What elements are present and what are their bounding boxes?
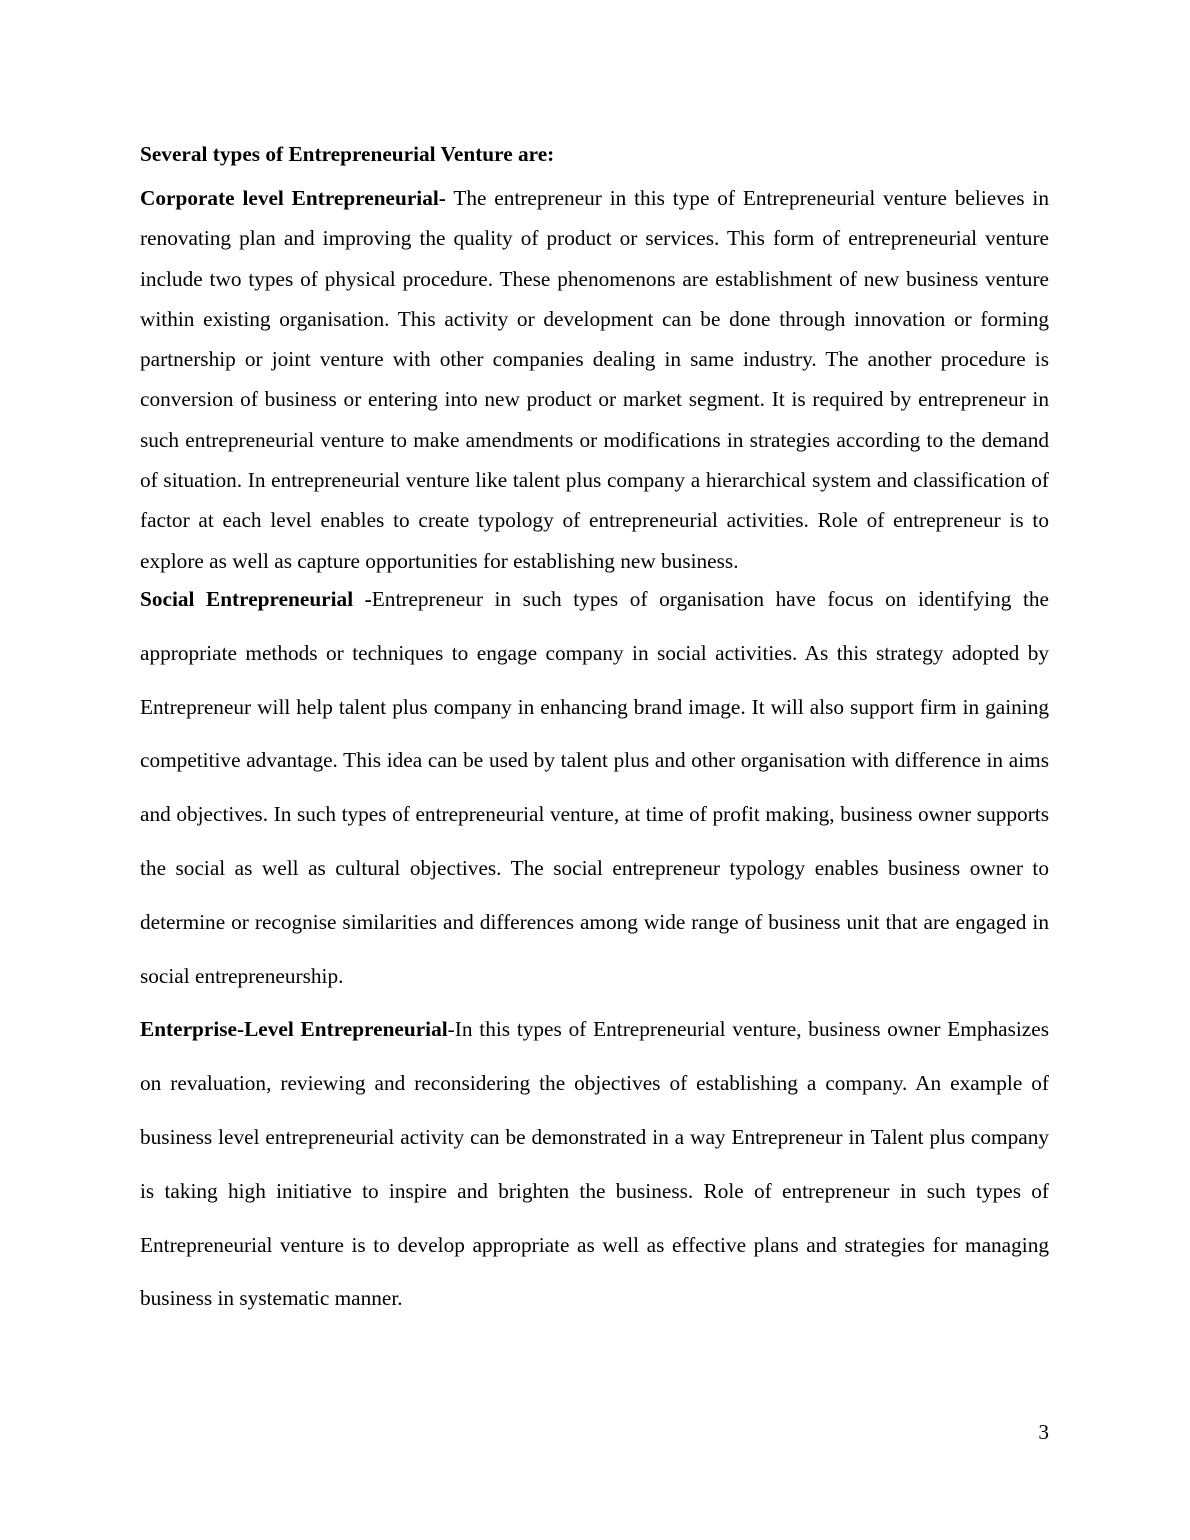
paragraph-title-corporate: Corporate level Entrepreneurial- [140,186,446,210]
paragraph-body-enterprise: -In this types of Entrepreneurial venture, business owner Emphasizes on revaluation, reviewing and reconsidering the objectives of establishing a company. An example of business level entrepreneurial activity can be demonstrated in a way Entrepreneur in Talent plus company is taking high initiative to inspire and brighten the business. Role of entrepreneur in such types of Entrepreneurial venture is to develop appropriate as well as effective plans and strategies for managing business in systematic manner. [140,1017,1050,1311]
paragraph-corporate-level [140,178,1049,581]
paragraph-title-social: Social Entrepreneurial - [140,586,372,611]
section-heading: Several types of Entrepreneurial Venture are: [140,142,555,166]
paragraph-social [140,573,1049,1003]
paragraph-body-corporate: The entrepreneur in this type of Entrepreneurial venture believes in renovating plan and improving the quality of product or services. This form of entrepreneurial venture include two types of physical procedure. These phenomenons are establishment of new business venture within existing organisation. This activity or development can be done through innovation or forming partnership or joint venture with other companies dealing in same industry. The another procedure is conversion of business or entering into new product or market segment. It is required by entrepreneur in such entrepreneurial venture to make amendments or modifications in strategies according to the demand of situation. In entrepreneurial venture like talent plus company a hierarchical system and classification of factor at each level enables to create typology of entrepreneurial activities. Role of entrepreneur is to explore as well as capture opportunities for establishing new business. [140,186,1049,573]
paragraph-body-social: Entrepreneur in such types of organisation have focus on identifying the appropriate methods or techniques to engage company in social activities. As this strategy adopted by Entrepreneur will help talent plus company in enhancing brand image. It will also support firm in gaining competitive advantage. This idea can be used by talent plus and other organisation with difference in aims and objectives. In such types of entrepreneurial venture, at time of profit making, business owner supports the social as well as cultural objectives. The social entrepreneur typology enables business owner to determine or recognise similarities and differences among wide range of business unit that are engaged in social entrepreneurship. [140,586,1049,988]
page-number: 3 [1038,1420,1049,1444]
paragraph-enterprise-level [140,1003,1049,1326]
paragraph-title-enterprise: Enterprise-Level Entrepreneurial [140,1017,448,1042]
document-page [140,138,1049,1326]
